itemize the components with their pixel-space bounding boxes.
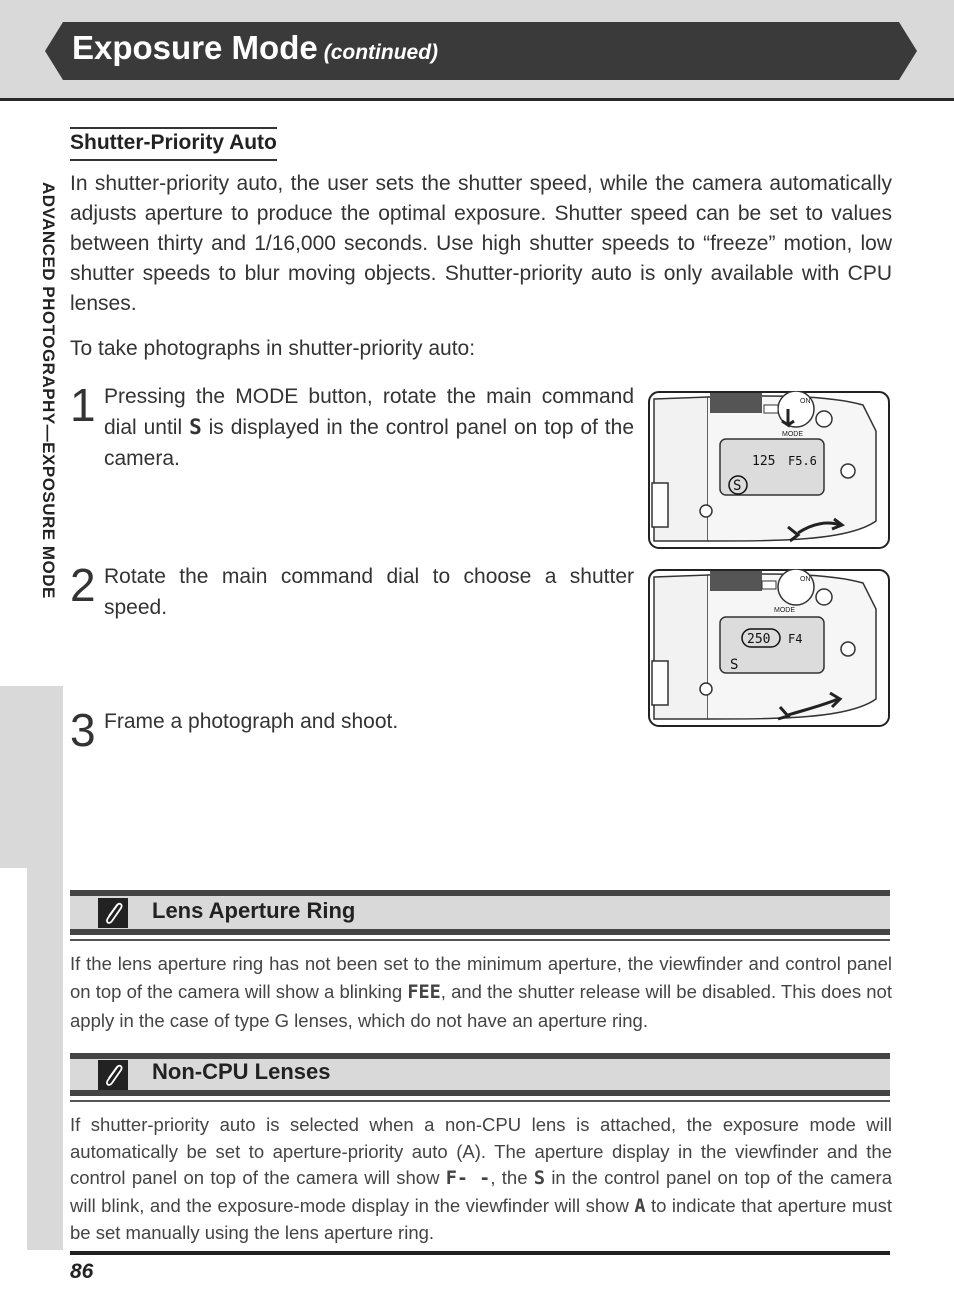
camera-illustration-2 — [648, 569, 890, 727]
camera-1-shutter-readout: 125 — [752, 454, 776, 469]
page-title — [72, 29, 438, 67]
step-number-2: 2 — [70, 559, 96, 611]
lcd-s-symbol: S — [189, 415, 202, 439]
camera-1-mode-readout: S — [733, 478, 742, 494]
section-title: Shutter-Priority Auto — [70, 127, 277, 161]
camera-1-mode-label: MODE — [782, 431, 803, 438]
note-2-title: Non-CPU Lenses — [152, 1059, 331, 1084]
note-1-text-b: , and the shutter release will be disabled. This does not apply in the case of type G lenses, which do not have an aperture ring. — [70, 981, 892, 1031]
note-2-text-a: If shutter-priority auto is selected when a non-CPU lens is attached, the exposure mode will automatically be set to aperture-priority auto (A). The aperture display in the viewfinder and the control panel on top of the camera will show — [70, 1114, 892, 1188]
paperclip-icon — [98, 1060, 128, 1090]
step-1-text-a: Pressing the MODE button, rotate the main command dial until — [104, 385, 634, 439]
step-number-3: 3 — [70, 704, 96, 756]
note-2-text-c: in the control panel on top of the camera will blink, and the exposure-mode display in the viewfinder will show — [70, 1167, 892, 1216]
camera-2-aperture-readout: F4 — [788, 632, 803, 646]
note-2-thin-rule — [70, 1100, 890, 1102]
header-banner — [45, 22, 917, 80]
page-number: 86 — [70, 1260, 94, 1283]
note-1-bottom-rule — [70, 929, 890, 935]
note-2-bottom-rule — [70, 1090, 890, 1096]
section-lead: To take photographs in shutter-priority auto: — [70, 337, 476, 360]
camera-2-shutter-readout: 250 — [747, 632, 771, 647]
side-label: ADVANCED PHOTOGRAPHY—EXPOSURE MODE — [39, 182, 58, 599]
step-text-3: Frame a photograph and shoot. — [104, 710, 399, 733]
note-2-text-d: to indicate that aperture must be set manually using the lens aperture ring. — [70, 1194, 892, 1243]
camera-2-drawing — [648, 569, 890, 727]
camera-1-drawing — [648, 391, 890, 549]
page-title-text: Exposure Mode — [72, 29, 318, 66]
note-1-text-a: If the lens aperture ring has not been set to the minimum aperture, the viewfinder and control panel on top of the camera will show a blinking — [70, 953, 892, 1002]
step-1-text-b: is displayed in the control panel on top of the camera. — [104, 416, 634, 470]
camera-1-on-label: ON — [800, 398, 811, 405]
footer-rule — [70, 1251, 890, 1255]
camera-2-mode-label: MODE — [774, 607, 795, 614]
camera-2-mode-readout: S — [730, 657, 739, 673]
camera-2-on-label: ON — [800, 576, 811, 583]
camera-illustration-1 — [648, 391, 890, 549]
paperclip-icon — [98, 898, 128, 928]
section-intro: In shutter-priority auto, the user sets the shutter speed, while the camera automatically adjusts aperture to produce the optimal exposure. Shutter speed can be set to values between thirty and 1/16,000 seconds. Use high shutter speeds to “freeze” motion, low shutter speeds to blur moving objects. Shutter-priority auto is only available with CPU lenses. — [70, 172, 892, 315]
step-text-2: Rotate the main command dial to choose a shutter speed. — [104, 565, 634, 619]
lcd-fee-symbol: FEE — [407, 982, 441, 1003]
note-1-thin-rule — [70, 939, 890, 941]
note-2-text — [70, 1112, 892, 1247]
step-number-1: 1 — [70, 379, 96, 431]
note-1-title: Lens Aperture Ring — [152, 898, 356, 923]
note-2-text-b: , the — [490, 1167, 534, 1188]
lcd-s-symbol: S — [533, 1168, 545, 1189]
step-text-1 — [104, 381, 634, 474]
page-subtitle: (continued) — [323, 41, 439, 64]
side-strip-gray — [27, 868, 63, 1250]
note-1-text — [70, 950, 892, 1035]
lcd-f-dash-symbol: F- - — [445, 1168, 491, 1189]
camera-1-aperture-readout: F5.6 — [788, 454, 817, 468]
lcd-a-symbol: A — [634, 1195, 646, 1217]
